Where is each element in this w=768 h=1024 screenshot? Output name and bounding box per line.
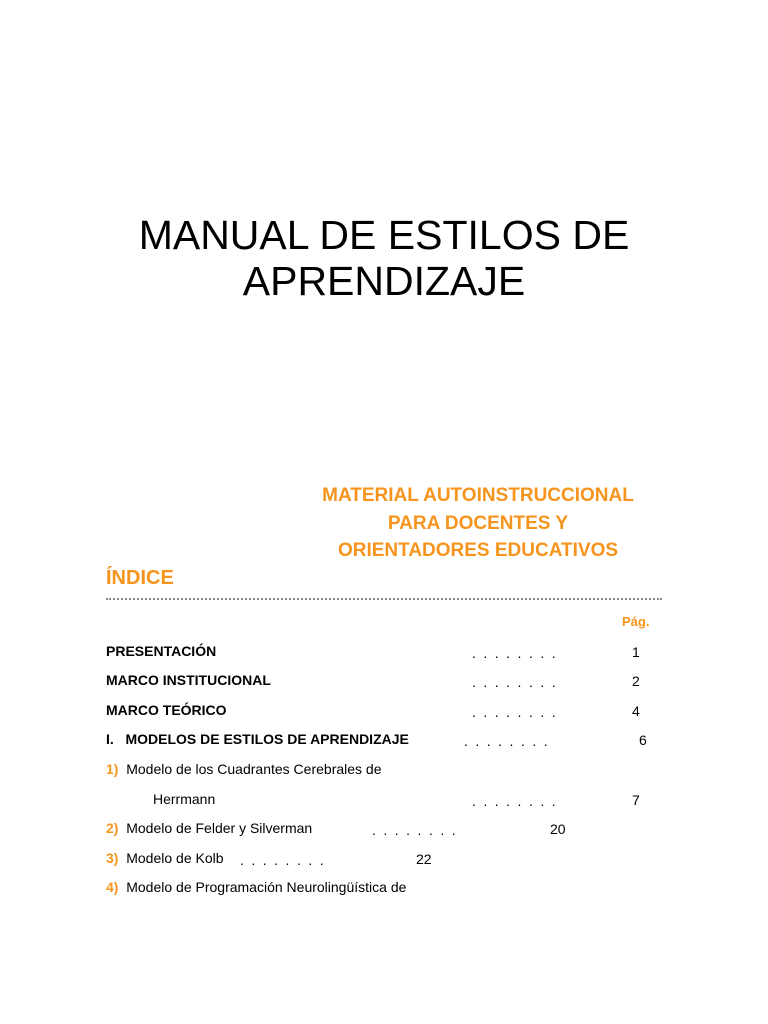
dotted-divider [106, 598, 662, 600]
toc-item-label: Modelo de Programación Neurolingüística de [126, 879, 407, 895]
toc-leader-dots: ........ [372, 822, 464, 838]
subtitle-line-2: PARA DOCENTES Y [387, 512, 569, 534]
subtitle-line-1: MATERIAL AUTOINSTRUCCIONAL [322, 485, 634, 506]
toc-entry-pnl [106, 879, 406, 895]
toc-item-label: Modelo de los Cuadrantes Cerebrales de [126, 761, 382, 777]
toc-page-number: 7 [632, 792, 640, 808]
subtitle-line-3: ORIENTADORES EDUCATIVOS [337, 540, 619, 561]
toc-entry-herrmann [106, 761, 382, 777]
toc-section-number: I. [106, 731, 114, 747]
title-line-2: APRENDIZAJE [242, 258, 526, 304]
toc-entry-marco-institucional: MARCO INSTITUCIONAL [106, 672, 271, 688]
document-title [0, 212, 768, 304]
toc-page-number: 1 [632, 644, 640, 660]
toc-entry-marco-teorico: MARCO TEÓRICO [106, 702, 227, 718]
toc-item-label: Modelo de Felder y Silverman [126, 820, 313, 836]
toc-page-number: 22 [416, 851, 432, 867]
toc-leader-dots: ........ [472, 645, 564, 661]
toc-entry-herrmann-continuation: Herrmann [153, 791, 216, 807]
toc-leader-dots: ........ [472, 793, 564, 809]
toc-leader-dots: ........ [472, 704, 564, 720]
title-line-1: MANUAL DE ESTILOS DE [138, 212, 630, 258]
toc-leader-dots: ........ [240, 852, 332, 868]
document-subtitle [290, 482, 666, 565]
toc-entry-kolb [106, 850, 224, 866]
toc-item-number: 1) [106, 761, 119, 777]
toc-section-label: MODELOS DE ESTILOS DE APRENDIZAJE [125, 731, 409, 747]
toc-page-number: 20 [550, 821, 566, 837]
page-column-label: Pág. [622, 614, 650, 629]
toc-item-number: 3) [106, 850, 119, 866]
toc-entry-section-i [106, 731, 409, 747]
toc-item-number: 4) [106, 879, 119, 895]
toc-item-number: 2) [106, 820, 119, 836]
toc-leader-dots: ........ [472, 674, 564, 690]
toc-entry-presentacion: PRESENTACIÓN [106, 643, 217, 659]
index-heading: ÍNDICE [106, 567, 174, 589]
toc-page-number: 4 [632, 703, 640, 719]
toc-page-number: 2 [632, 673, 640, 689]
toc-item-label: Modelo de Kolb [126, 850, 224, 866]
toc-entry-felder-silverman [106, 820, 312, 836]
toc-page-number: 6 [639, 732, 647, 748]
toc-leader-dots: ........ [464, 733, 556, 749]
